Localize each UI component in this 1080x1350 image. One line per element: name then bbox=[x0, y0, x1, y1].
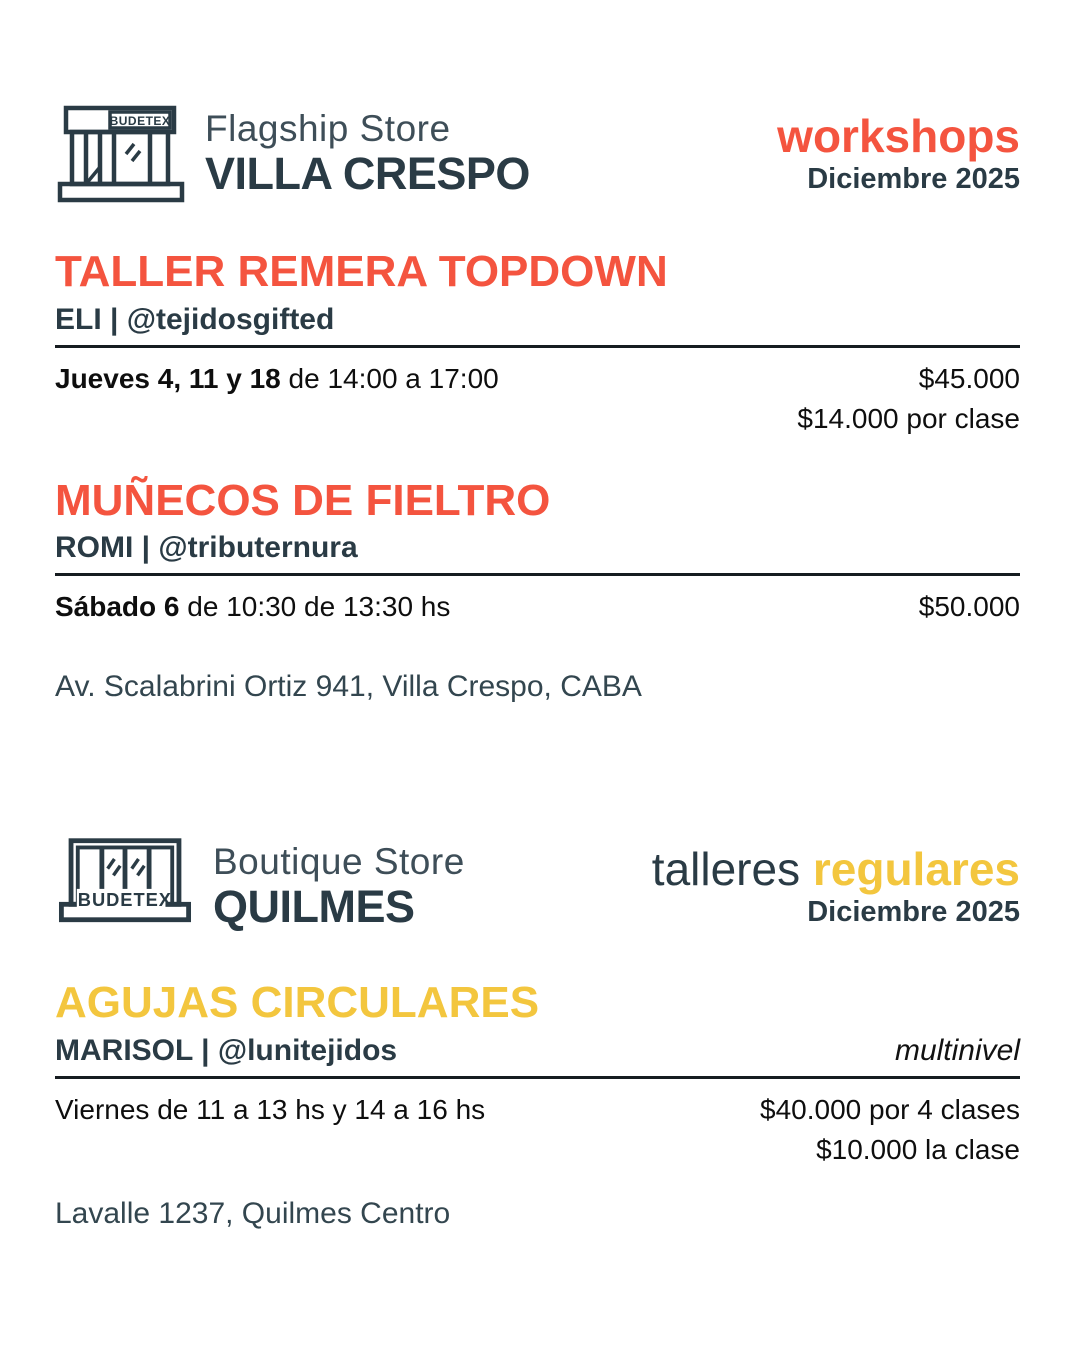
schedule-text bbox=[55, 1090, 485, 1130]
schedule-hours: Viernes de 11 a 13 hs y 14 a 16 hs bbox=[55, 1093, 486, 1125]
talleres-title-accent: regulares bbox=[812, 843, 1020, 896]
instructor-label: MARISOL | @lunitejidos bbox=[55, 1033, 398, 1067]
schedule-text bbox=[55, 587, 450, 627]
workshops-title: workshops bbox=[777, 110, 1020, 162]
price-list bbox=[919, 587, 1020, 627]
instructor-row bbox=[55, 1034, 1020, 1068]
quilmes-header bbox=[55, 833, 1020, 939]
quilmes-brand bbox=[55, 833, 465, 939]
storefront-icon bbox=[55, 833, 195, 939]
store-name-label: VILLA CRESPO bbox=[205, 147, 530, 199]
talleres-title bbox=[651, 843, 1020, 896]
talleres-title-plain: talleres bbox=[651, 843, 813, 896]
workshop-agujas-circulares bbox=[55, 979, 1020, 1170]
villa-crespo-section bbox=[55, 0, 1020, 705]
villa-crespo-brand-text bbox=[205, 100, 530, 198]
level-label: multinivel bbox=[894, 1033, 1020, 1067]
store-name-label: QUILMES bbox=[213, 880, 415, 932]
quilmes-brand-text bbox=[213, 833, 465, 931]
logo-sign-text: BUDETEX bbox=[77, 889, 172, 911]
workshop-munecos-de-fieltro bbox=[55, 477, 1020, 628]
workshop-title: MUÑECOS DE FIELTRO bbox=[55, 475, 551, 525]
workshop-details bbox=[55, 587, 1020, 627]
schedule-days: Sábado 6 bbox=[55, 591, 180, 623]
price-pack: $40.000 por 4 clases bbox=[760, 1093, 1020, 1125]
store-type-label: Boutique Store bbox=[213, 841, 465, 883]
schedule-text bbox=[55, 359, 499, 399]
price-list bbox=[797, 359, 1020, 439]
schedule-days: Jueves 4, 11 y 18 bbox=[55, 362, 281, 394]
price-total: $50.000 bbox=[918, 591, 1020, 623]
divider-line bbox=[55, 345, 1020, 348]
workshop-title: TALLER REMERA TOPDOWN bbox=[55, 247, 668, 296]
villa-crespo-address: Av. Scalabrini Ortiz 941, Villa Crespo, CABA bbox=[55, 670, 642, 704]
schedule-hours: de 10:30 de 13:30 hs bbox=[179, 591, 451, 623]
price-per-class: $14.000 por clase bbox=[797, 402, 1020, 434]
quilmes-header-right bbox=[652, 833, 1020, 929]
instructor-row bbox=[55, 531, 1020, 565]
workshop-details bbox=[55, 1090, 1020, 1170]
villa-crespo-header-right bbox=[777, 100, 1020, 196]
instructor-label: ROMI | @tributernura bbox=[55, 531, 358, 565]
villa-crespo-header bbox=[55, 100, 1020, 210]
price-list bbox=[760, 1090, 1020, 1170]
storefront-icon bbox=[55, 100, 187, 210]
schedule-hours: de 14:00 a 17:00 bbox=[280, 362, 499, 394]
divider-line bbox=[55, 573, 1020, 576]
price-total: $45.000 bbox=[918, 362, 1020, 394]
workshop-taller-remera-topdown bbox=[55, 248, 1020, 439]
store-type-label: Flagship Store bbox=[205, 108, 451, 149]
quilmes-address: Lavalle 1237, Quilmes Centro bbox=[55, 1196, 451, 1230]
workshop-details bbox=[55, 359, 1020, 439]
villa-crespo-brand bbox=[55, 100, 530, 210]
quilmes-section bbox=[55, 833, 1020, 1232]
instructor-label: ELI | @tejidosgifted bbox=[55, 302, 335, 336]
workshops-month: Diciembre 2025 bbox=[807, 163, 1020, 196]
workshop-title: AGUJAS CIRCULARES bbox=[55, 978, 540, 1028]
talleres-month: Diciembre 2025 bbox=[807, 896, 1020, 929]
instructor-row bbox=[55, 303, 1020, 337]
divider-line bbox=[55, 1076, 1020, 1079]
price-per-class: $10.000 la clase bbox=[816, 1133, 1020, 1165]
logo-sign-text: BUDETEX bbox=[109, 114, 171, 128]
